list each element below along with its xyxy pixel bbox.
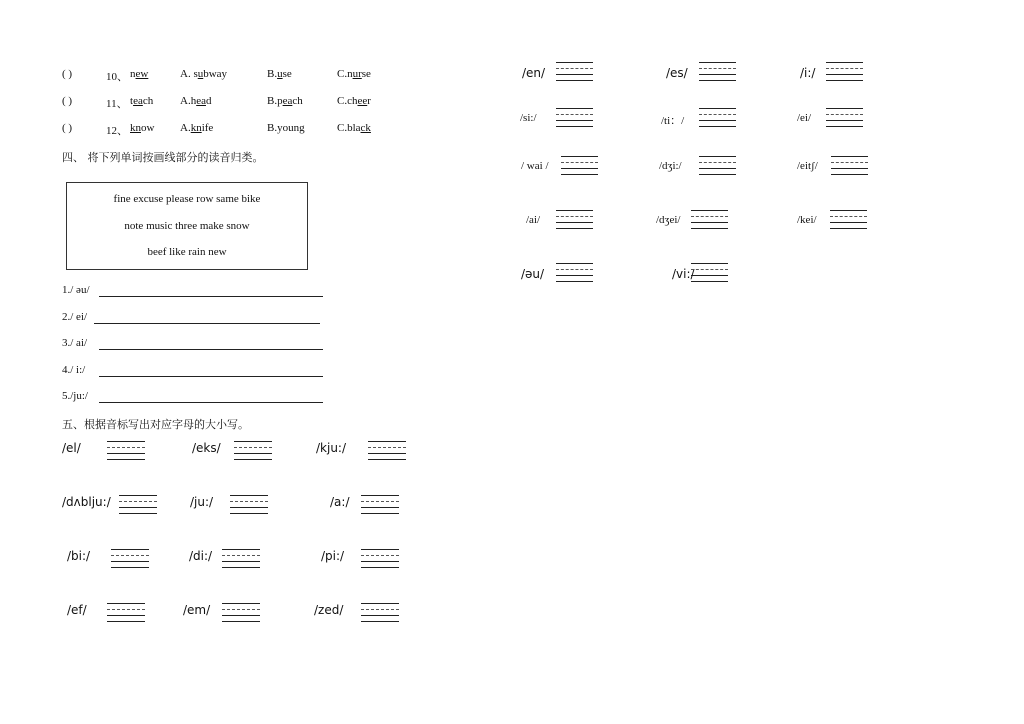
writing-lines[interactable] bbox=[556, 108, 593, 128]
word-box-line-2: note music three make snow bbox=[124, 220, 250, 232]
phonetic-label: /ei/ bbox=[797, 112, 812, 124]
option-a bbox=[180, 122, 213, 134]
option-a-text: ife bbox=[201, 122, 214, 134]
writing-lines[interactable] bbox=[826, 62, 863, 82]
writing-lines[interactable] bbox=[556, 210, 593, 230]
option-a-underlined: ea bbox=[196, 95, 206, 107]
phonetic-label: /si:/ bbox=[520, 112, 537, 124]
phonetic-label: /kei/ bbox=[797, 214, 817, 226]
writing-lines[interactable] bbox=[107, 603, 145, 623]
writing-lines[interactable] bbox=[699, 108, 736, 128]
option-a-text: A. s bbox=[180, 68, 198, 80]
option-a bbox=[180, 95, 211, 107]
phonetic-label: /zed/ bbox=[314, 603, 344, 617]
answer-line[interactable] bbox=[99, 376, 323, 377]
question-word-underlined: ea bbox=[133, 95, 143, 107]
phonetic-label: /en/ bbox=[522, 66, 546, 80]
section5-title: 五、根据音标写出对应字母的大小写。 bbox=[62, 418, 249, 431]
writing-lines[interactable] bbox=[699, 156, 736, 176]
option-c-text: r bbox=[367, 95, 371, 107]
question-word-text: n bbox=[130, 68, 136, 80]
writing-lines[interactable] bbox=[361, 495, 399, 515]
phonetic-label: /a:/ bbox=[330, 495, 350, 509]
question-word-text: t bbox=[130, 95, 134, 107]
word-box-line-1: fine excuse please row same bike bbox=[113, 193, 261, 205]
phonetic-label: /dʌblju:/ bbox=[62, 495, 111, 509]
writing-lines[interactable] bbox=[368, 441, 406, 461]
writing-lines[interactable] bbox=[556, 62, 593, 82]
writing-lines[interactable] bbox=[230, 495, 268, 515]
option-b-text: se bbox=[282, 68, 292, 80]
phonetic-label: /kju:/ bbox=[316, 441, 347, 455]
answer-bracket[interactable]: ( ) bbox=[62, 68, 73, 80]
option-a-underlined: u bbox=[197, 68, 204, 80]
phonetic-label: /ti：/ bbox=[661, 115, 685, 127]
writing-lines[interactable] bbox=[830, 210, 867, 230]
question-word-underlined: ew bbox=[135, 68, 149, 80]
option-c-underlined: ur bbox=[352, 68, 362, 80]
option-c-text: C.n bbox=[337, 68, 353, 80]
writing-lines[interactable] bbox=[222, 603, 260, 623]
option-a bbox=[180, 68, 227, 80]
phonetic-label: /ef/ bbox=[67, 603, 87, 617]
writing-lines[interactable] bbox=[234, 441, 272, 461]
writing-lines[interactable] bbox=[691, 210, 728, 230]
option-c-text: C.bla bbox=[337, 122, 361, 134]
question-number: 12、 bbox=[106, 125, 128, 137]
option-b-text: B. bbox=[267, 68, 278, 80]
answer-bracket[interactable]: ( ) bbox=[62, 122, 73, 134]
answer-line[interactable] bbox=[99, 349, 323, 350]
option-b-underlined: g bbox=[299, 122, 305, 134]
option-b-text: B.p bbox=[267, 95, 283, 107]
word-box bbox=[66, 182, 308, 270]
phonetic-label: /i:/ bbox=[800, 66, 816, 80]
question-word-text: ch bbox=[142, 95, 154, 107]
classify-label: 4./ i:/ bbox=[62, 364, 86, 376]
writing-lines[interactable] bbox=[826, 108, 863, 128]
phonetic-label: /di:/ bbox=[189, 549, 213, 563]
question-number: 11、 bbox=[106, 98, 128, 110]
question-word bbox=[130, 122, 154, 134]
classify-label: 2./ ei/ bbox=[62, 311, 88, 323]
word-box-line-3: beef like rain new bbox=[147, 246, 227, 258]
phonetic-label: /vi:/ bbox=[672, 267, 695, 281]
writing-lines[interactable] bbox=[556, 263, 593, 283]
phonetic-label: /pi:/ bbox=[321, 549, 345, 563]
question-number: 10、 bbox=[106, 71, 128, 83]
writing-lines[interactable] bbox=[699, 62, 736, 82]
section4-title: 四、 将下列单词按画线部分的读音归类。 bbox=[62, 151, 264, 164]
option-b-text: ch bbox=[292, 95, 303, 107]
writing-lines[interactable] bbox=[361, 549, 399, 569]
option-c-text: se bbox=[361, 68, 371, 80]
answer-bracket[interactable]: ( ) bbox=[62, 95, 73, 107]
phonetic-label: /em/ bbox=[183, 603, 211, 617]
writing-lines[interactable] bbox=[831, 156, 868, 176]
question-word bbox=[130, 68, 148, 80]
option-c-underlined: ck bbox=[360, 122, 371, 134]
option-c bbox=[337, 68, 371, 80]
phonetic-label: /es/ bbox=[666, 66, 688, 80]
writing-lines[interactable] bbox=[691, 263, 728, 283]
option-a-text: d bbox=[205, 95, 212, 107]
writing-lines[interactable] bbox=[107, 441, 145, 461]
classify-label: 1./ əu/ bbox=[62, 284, 90, 296]
option-b-text: B.youn bbox=[267, 122, 300, 134]
option-c-underlined: ee bbox=[357, 95, 368, 107]
writing-lines[interactable] bbox=[361, 603, 399, 623]
phonetic-label: /ai/ bbox=[526, 214, 541, 226]
writing-lines[interactable] bbox=[222, 549, 260, 569]
option-c bbox=[337, 122, 371, 134]
option-b bbox=[267, 95, 303, 107]
phonetic-label: /dʒei/ bbox=[656, 214, 681, 226]
writing-lines[interactable] bbox=[561, 156, 598, 176]
option-b-underlined: ea bbox=[282, 95, 293, 107]
option-a-text: bway bbox=[203, 68, 228, 80]
question-word-underlined: kn bbox=[130, 122, 141, 134]
option-a-text: A.h bbox=[180, 95, 197, 107]
phonetic-label: /bi:/ bbox=[67, 549, 91, 563]
option-c-text: C.ch bbox=[337, 95, 358, 107]
answer-line[interactable] bbox=[94, 323, 320, 324]
writing-lines[interactable] bbox=[111, 549, 149, 569]
question-word-text: ow bbox=[141, 122, 155, 134]
option-c bbox=[337, 95, 371, 107]
answer-line[interactable] bbox=[99, 402, 323, 403]
answer-line[interactable] bbox=[99, 296, 323, 297]
question-word bbox=[130, 95, 153, 107]
option-b-underlined: u bbox=[277, 68, 283, 80]
classify-label: 5./ju:/ bbox=[62, 390, 88, 402]
phonetic-label: / wai / bbox=[521, 160, 549, 172]
phonetic-label: /eks/ bbox=[192, 441, 221, 455]
option-a-underlined: kn bbox=[190, 122, 202, 134]
phonetic-label: /eitʃ/ bbox=[797, 160, 818, 172]
classify-label: 3./ ai/ bbox=[62, 337, 88, 349]
phonetic-label: /əu/ bbox=[521, 267, 545, 281]
option-b bbox=[267, 68, 292, 80]
option-b bbox=[267, 122, 305, 134]
writing-lines[interactable] bbox=[119, 495, 157, 515]
phonetic-label: /dʒi:/ bbox=[659, 160, 682, 172]
phonetic-label: /el/ bbox=[62, 441, 81, 455]
option-a-text: A. bbox=[180, 122, 191, 134]
phonetic-label: /ju:/ bbox=[190, 495, 214, 509]
